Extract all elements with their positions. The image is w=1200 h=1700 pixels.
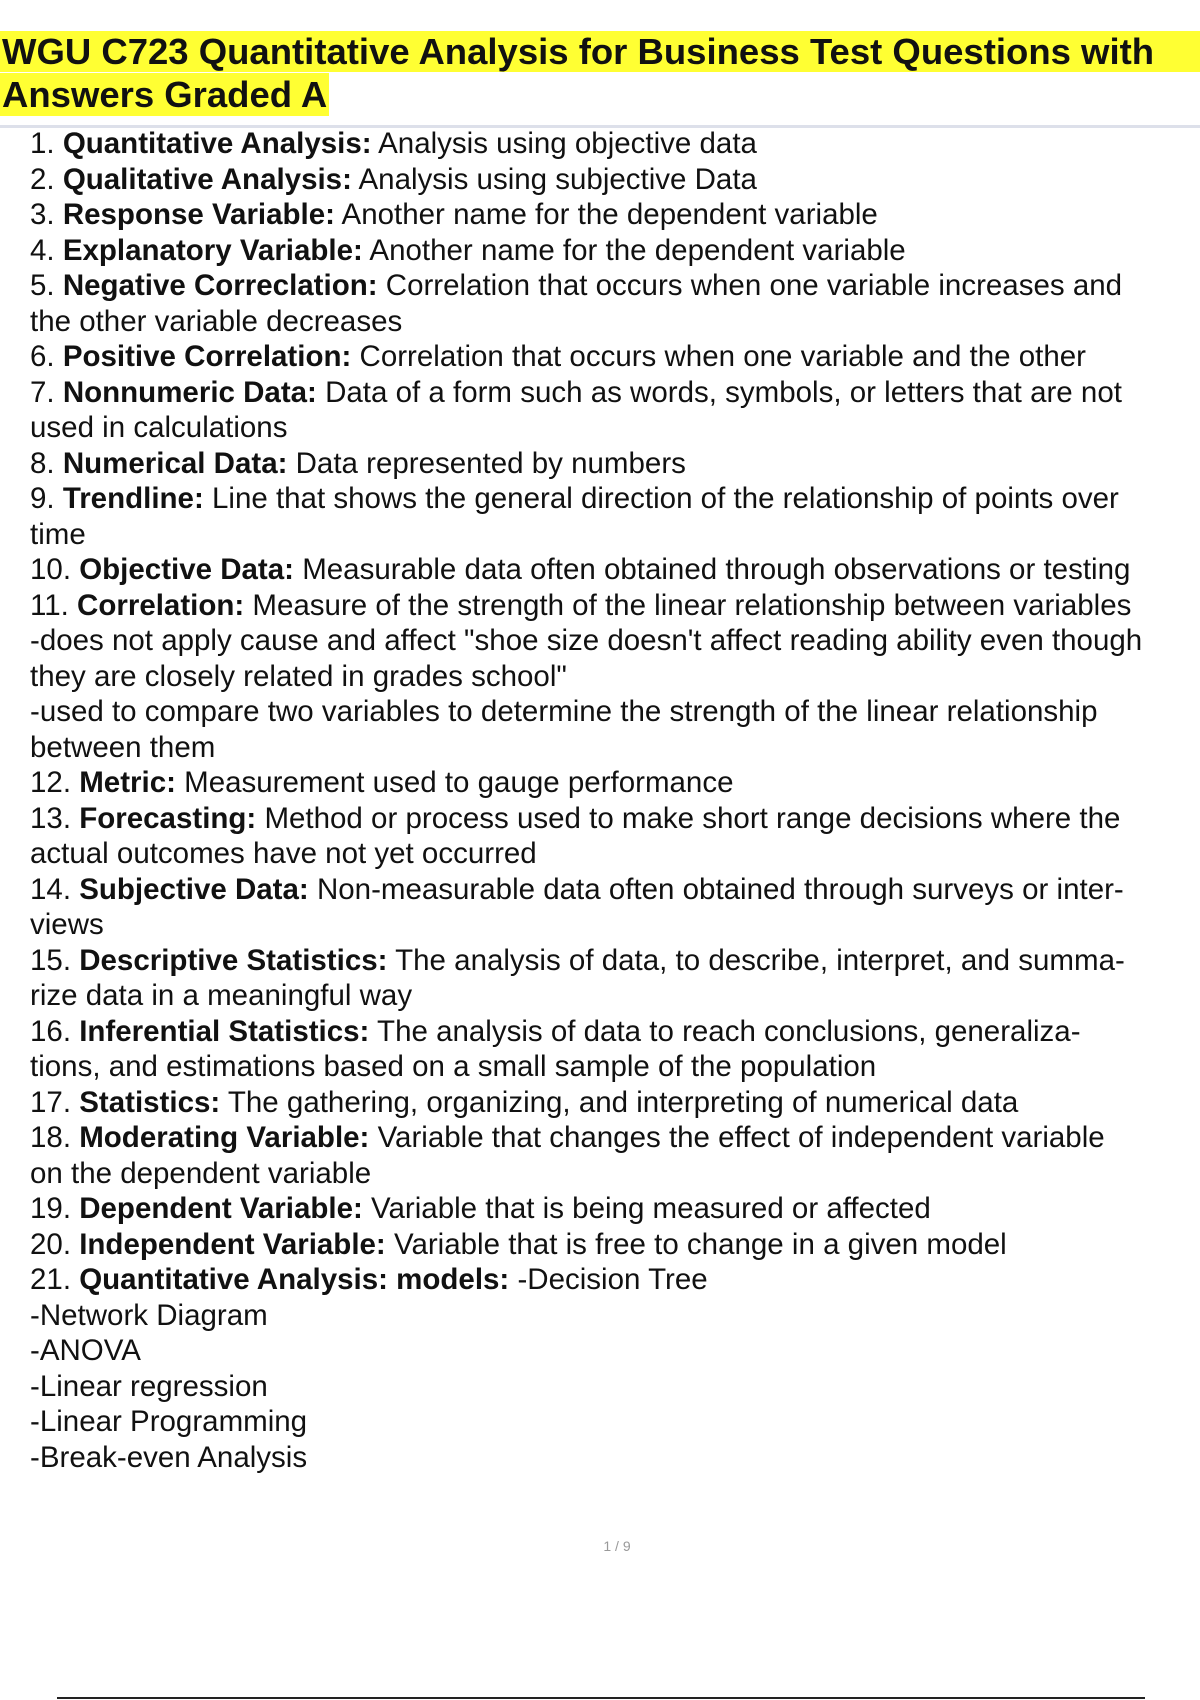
continuation-line: -ANOVA xyxy=(30,1334,141,1367)
item-definition: Measurement used to gauge performance xyxy=(175,766,734,799)
item-number: 6. xyxy=(30,340,55,373)
item-definition: Variable that is being measured or affected xyxy=(362,1192,931,1225)
qa-item xyxy=(30,1228,1200,1264)
qa-item xyxy=(30,269,1200,305)
item-number: 20. xyxy=(30,1227,72,1261)
qa-item xyxy=(30,198,1200,234)
item-definition: -Decision Tree xyxy=(509,1263,708,1296)
qa-item xyxy=(30,1086,1200,1122)
item-definition: Analysis using objective data xyxy=(371,127,757,160)
item-term: Trendline: xyxy=(62,482,204,515)
item-definition: Another name for the dependent variable xyxy=(334,198,878,231)
item-term: Statistics: xyxy=(79,1085,221,1119)
item-term: Metric: xyxy=(79,766,176,799)
qa-list xyxy=(30,127,1200,1476)
item-term: Dependent Variable: xyxy=(79,1192,363,1225)
item-term: Quantitative Analysis: models: xyxy=(79,1263,510,1296)
item-term: Negative Correclation: xyxy=(62,269,378,302)
item-term: Inferential Statistics: xyxy=(79,1014,370,1048)
qa-item xyxy=(30,944,1200,980)
document-title xyxy=(0,30,1200,116)
item-term: Explanatory Variable: xyxy=(62,233,363,267)
qa-item xyxy=(30,482,1200,518)
item-definition: Non-measurable data often obtained through surveys or inter- xyxy=(308,872,1124,906)
item-number: 5. xyxy=(30,269,55,302)
item-definition: Analysis using subjective Data xyxy=(351,162,757,196)
item-term: Nonnumeric Data: xyxy=(62,375,317,409)
continuation-line: they are closely related in grades school" xyxy=(30,659,567,693)
item-definition: The gathering, organizing, and interpreting of numerical data xyxy=(220,1085,1019,1119)
item-definition: Method or process used to make short range decisions where the xyxy=(256,801,1121,835)
item-definition: Data of a form such as words, symbols, or letters that are not xyxy=(316,375,1122,409)
item-number: 10. xyxy=(30,553,72,586)
continuation-line: -Network Diagram xyxy=(30,1298,268,1332)
continuation-line: -does not apply cause and affect "shoe size doesn't affect reading ability even though xyxy=(30,624,1143,657)
continuation-line: -Linear regression xyxy=(30,1369,268,1403)
item-term: Objective Data: xyxy=(79,553,294,586)
item-term: Numerical Data: xyxy=(62,446,288,480)
item-number: 13. xyxy=(30,801,72,835)
continuation-line: between them xyxy=(30,730,216,764)
item-term: Independent Variable: xyxy=(79,1227,386,1261)
item-definition: Correlation that occurs when one variable increases and xyxy=(377,269,1123,302)
item-term: Correlation: xyxy=(77,588,245,622)
item-definition: Data represented by numbers xyxy=(287,446,686,480)
item-number: 17. xyxy=(30,1085,72,1119)
item-number: 15. xyxy=(30,943,72,977)
continuation-line: on the dependent variable xyxy=(30,1156,372,1190)
item-number: 1. xyxy=(30,127,55,160)
item-term: Moderating Variable: xyxy=(79,1121,370,1154)
qa-item xyxy=(30,1121,1200,1157)
title-line-1: WGU C723 Quantitative Analysis for Business Test Questions with xyxy=(0,31,1200,72)
qa-item xyxy=(30,1192,1200,1228)
title-line-2: Answers Graded A xyxy=(2,74,328,115)
item-definition: The analysis of data to reach conclusions, generaliza- xyxy=(369,1014,1081,1048)
item-definition: The analysis of data, to describe, interpret, and summa- xyxy=(387,943,1125,977)
item-number: 9. xyxy=(30,482,55,515)
continuation-line: rize data in a meaningful way xyxy=(30,979,413,1012)
item-term: Forecasting: xyxy=(79,801,257,835)
item-number: 4. xyxy=(30,233,55,267)
qa-item xyxy=(30,802,1200,838)
item-term: Descriptive Statistics: xyxy=(79,943,388,977)
item-definition: Line that shows the general direction of the relationship of points over xyxy=(203,482,1119,515)
qa-item xyxy=(30,376,1200,412)
qa-item xyxy=(30,873,1200,909)
item-term: Qualitative Analysis: xyxy=(62,162,352,196)
continuation-line: used in calculations xyxy=(30,411,288,444)
item-number: 18. xyxy=(30,1121,72,1154)
item-definition: Correlation that occurs when one variable and the other xyxy=(351,340,1086,373)
qa-item xyxy=(30,234,1200,270)
item-term: Positive Correlation: xyxy=(62,340,352,373)
item-definition: Another name for the dependent variable xyxy=(362,233,906,267)
item-definition: Variable that changes the effect of independent variable xyxy=(369,1121,1105,1154)
item-definition: Measurable data often obtained through observations or testing xyxy=(294,553,1131,586)
continuation-line: tions, and estimations based on a small sample of the population xyxy=(30,1050,877,1083)
qa-item xyxy=(30,447,1200,483)
qa-item xyxy=(30,589,1200,625)
continuation-line: -Break-even Analysis xyxy=(30,1440,308,1474)
qa-item xyxy=(30,1015,1200,1051)
item-number: 16. xyxy=(30,1014,72,1048)
qa-item xyxy=(30,553,1200,589)
continuation-line: time xyxy=(30,517,86,551)
item-number: 21. xyxy=(30,1263,72,1296)
item-number: 14. xyxy=(30,872,72,906)
item-term: Response Variable: xyxy=(62,198,335,231)
item-term: Subjective Data: xyxy=(79,872,309,906)
page-number: 1 / 9 xyxy=(603,1538,631,1554)
continuation-line: the other variable decreases xyxy=(30,304,403,338)
item-definition: Variable that is free to change in a given model xyxy=(385,1227,1007,1261)
qa-item xyxy=(30,340,1200,376)
qa-item xyxy=(30,127,1200,163)
item-number: 7. xyxy=(30,375,55,409)
continuation-line: views xyxy=(30,908,104,941)
continuation-line: -used to compare two variables to determine the strength of the linear relationship xyxy=(30,695,1098,728)
item-number: 3. xyxy=(30,198,55,231)
item-number: 2. xyxy=(30,162,55,196)
item-definition: Measure of the strength of the linear relationship between variables xyxy=(244,588,1132,622)
item-number: 12. xyxy=(30,766,72,799)
continuation-line: actual outcomes have not yet occurred xyxy=(30,837,537,870)
qa-item xyxy=(30,163,1200,199)
footer-rule xyxy=(57,1697,1145,1699)
item-term: Quantitative Analysis: xyxy=(62,127,372,160)
qa-item xyxy=(30,1263,1200,1299)
continuation-line: -Linear Programming xyxy=(30,1405,308,1438)
item-number: 19. xyxy=(30,1192,72,1225)
item-number: 8. xyxy=(30,446,55,480)
qa-item xyxy=(30,766,1200,802)
item-number: 11. xyxy=(30,588,69,622)
